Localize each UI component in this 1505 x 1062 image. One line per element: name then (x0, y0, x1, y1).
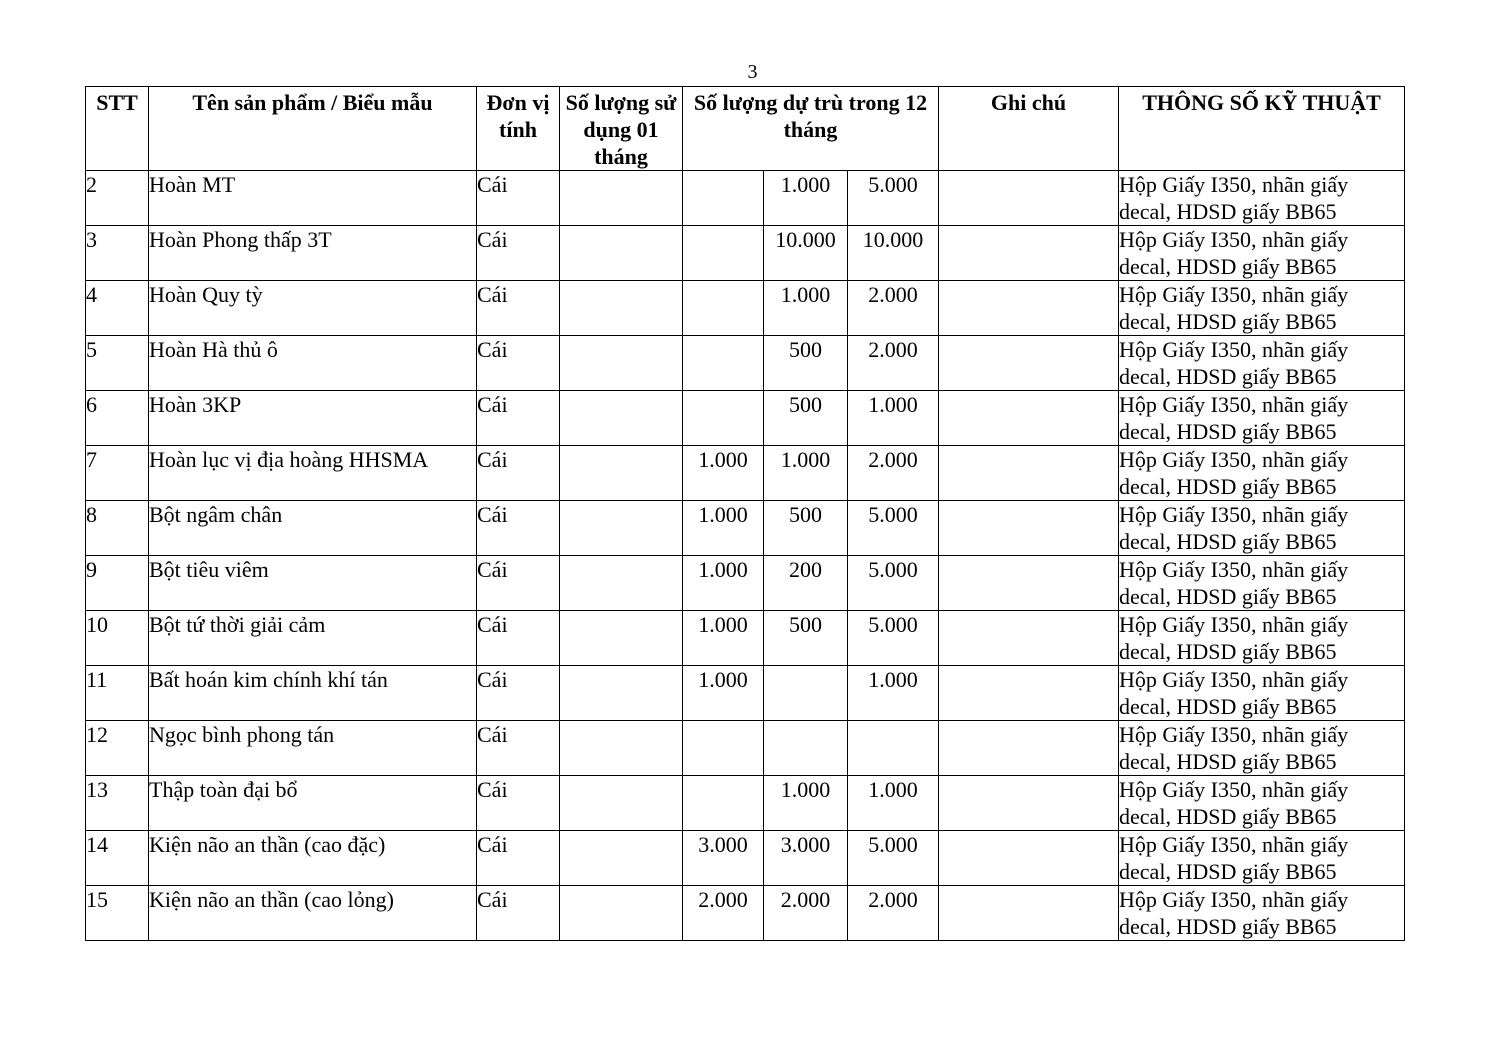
cell-forecast-3: 5.000 (848, 501, 939, 556)
cell-technical-spec: Hộp Giấy I350, nhãn giấy decal, HDSD giấy BB65 (1119, 831, 1405, 886)
header-note: Ghi chú (939, 87, 1119, 171)
cell-forecast-2: 500 (764, 611, 848, 666)
cell-note (939, 831, 1119, 886)
cell-technical-spec: Hộp Giấy I350, nhãn giấy decal, HDSD giấy BB65 (1119, 776, 1405, 831)
cell-monthly-usage (560, 281, 683, 336)
cell-forecast-3: 5.000 (848, 171, 939, 226)
cell-technical-spec: Hộp Giấy I350, nhãn giấy decal, HDSD giấy BB65 (1119, 226, 1405, 281)
cell-forecast-1 (683, 226, 764, 281)
cell-monthly-usage (560, 776, 683, 831)
cell-monthly-usage (560, 886, 683, 941)
cell-forecast-1: 1.000 (683, 611, 764, 666)
cell-stt: 14 (86, 831, 149, 886)
cell-product-name: Bột tiêu viêm (149, 556, 477, 611)
cell-product-name: Hoàn Quy tỳ (149, 281, 477, 336)
cell-unit: Cái (477, 611, 560, 666)
header-product-name: Tên sản phẩm / Biểu mẫu (149, 87, 477, 171)
cell-technical-spec: Hộp Giấy I350, nhãn giấy decal, HDSD giấy BB65 (1119, 666, 1405, 721)
cell-note (939, 281, 1119, 336)
cell-technical-spec: Hộp Giấy I350, nhãn giấy decal, HDSD giấy BB65 (1119, 611, 1405, 666)
table-row (86, 281, 1405, 336)
cell-note (939, 776, 1119, 831)
cell-product-name: Hoàn lục vị địa hoàng HHSMA (149, 446, 477, 501)
cell-stt: 5 (86, 336, 149, 391)
table-row (86, 831, 1405, 886)
cell-note (939, 446, 1119, 501)
table-row (86, 446, 1405, 501)
header-stt: STT (86, 87, 149, 171)
cell-forecast-1 (683, 776, 764, 831)
table-row (86, 776, 1405, 831)
cell-stt: 4 (86, 281, 149, 336)
cell-product-name: Bất hoán kim chính khí tán (149, 666, 477, 721)
header-technical-spec: THÔNG SỐ KỸ THUẬT (1119, 87, 1405, 171)
cell-monthly-usage (560, 391, 683, 446)
cell-product-name: Hoàn Phong thấp 3T (149, 226, 477, 281)
cell-forecast-1 (683, 391, 764, 446)
cell-unit: Cái (477, 281, 560, 336)
table-row (86, 171, 1405, 226)
cell-product-name: Thập toàn đại bổ (149, 776, 477, 831)
cell-forecast-2: 10.000 (764, 226, 848, 281)
cell-forecast-3 (848, 721, 939, 776)
cell-stt: 8 (86, 501, 149, 556)
cell-unit: Cái (477, 226, 560, 281)
cell-product-name: Kiện não an thần (cao lỏng) (149, 886, 477, 941)
header-unit: Đơn vị tính (477, 87, 560, 171)
cell-unit: Cái (477, 446, 560, 501)
cell-product-name: Bột tứ thời giải cảm (149, 611, 477, 666)
cell-unit: Cái (477, 721, 560, 776)
cell-monthly-usage (560, 611, 683, 666)
cell-forecast-2: 1.000 (764, 776, 848, 831)
cell-product-name: Kiện não an thần (cao đặc) (149, 831, 477, 886)
table-row (86, 611, 1405, 666)
cell-forecast-2: 200 (764, 556, 848, 611)
cell-forecast-1: 3.000 (683, 831, 764, 886)
cell-product-name: Hoàn 3KP (149, 391, 477, 446)
table-row (86, 391, 1405, 446)
header-monthly-usage: Số lượng sử dụng 01 tháng (560, 87, 683, 171)
cell-forecast-3: 2.000 (848, 446, 939, 501)
cell-forecast-2: 2.000 (764, 886, 848, 941)
cell-forecast-3: 2.000 (848, 281, 939, 336)
cell-forecast-2: 1.000 (764, 171, 848, 226)
cell-technical-spec: Hộp Giấy I350, nhãn giấy decal, HDSD giấy BB65 (1119, 886, 1405, 941)
cell-unit: Cái (477, 391, 560, 446)
table-row (86, 721, 1405, 776)
cell-monthly-usage (560, 446, 683, 501)
header-12-month-forecast: Số lượng dự trù trong 12 tháng (683, 87, 939, 171)
cell-product-name: Bột ngâm chân (149, 501, 477, 556)
cell-product-name: Hoàn MT (149, 171, 477, 226)
cell-forecast-2: 1.000 (764, 281, 848, 336)
page-number: 3 (747, 61, 758, 83)
cell-forecast-3: 1.000 (848, 666, 939, 721)
cell-forecast-3: 5.000 (848, 556, 939, 611)
product-table (85, 86, 1405, 941)
cell-product-name: Hoàn Hà thủ ô (149, 336, 477, 391)
cell-forecast-1 (683, 721, 764, 776)
cell-forecast-3: 5.000 (848, 831, 939, 886)
cell-monthly-usage (560, 666, 683, 721)
cell-unit: Cái (477, 831, 560, 886)
table-row (86, 886, 1405, 941)
table-row (86, 501, 1405, 556)
cell-forecast-2: 500 (764, 501, 848, 556)
cell-forecast-2 (764, 721, 848, 776)
table-row (86, 226, 1405, 281)
cell-forecast-2: 3.000 (764, 831, 848, 886)
cell-stt: 15 (86, 886, 149, 941)
cell-forecast-2: 500 (764, 391, 848, 446)
cell-note (939, 171, 1119, 226)
cell-monthly-usage (560, 721, 683, 776)
cell-unit: Cái (477, 501, 560, 556)
cell-stt: 10 (86, 611, 149, 666)
cell-technical-spec: Hộp Giấy I350, nhãn giấy decal, HDSD giấy BB65 (1119, 446, 1405, 501)
cell-forecast-3: 1.000 (848, 391, 939, 446)
cell-technical-spec: Hộp Giấy I350, nhãn giấy decal, HDSD giấy BB65 (1119, 336, 1405, 391)
cell-forecast-1 (683, 171, 764, 226)
cell-technical-spec: Hộp Giấy I350, nhãn giấy decal, HDSD giấy BB65 (1119, 556, 1405, 611)
cell-technical-spec: Hộp Giấy I350, nhãn giấy decal, HDSD giấy BB65 (1119, 501, 1405, 556)
cell-forecast-1: 2.000 (683, 886, 764, 941)
cell-forecast-1 (683, 336, 764, 391)
cell-unit: Cái (477, 666, 560, 721)
cell-monthly-usage (560, 226, 683, 281)
cell-note (939, 666, 1119, 721)
cell-monthly-usage (560, 171, 683, 226)
cell-stt: 2 (86, 171, 149, 226)
cell-forecast-2: 1.000 (764, 446, 848, 501)
table-header-row (86, 87, 1405, 171)
cell-monthly-usage (560, 336, 683, 391)
cell-stt: 11 (86, 666, 149, 721)
cell-forecast-1: 1.000 (683, 501, 764, 556)
cell-note (939, 721, 1119, 776)
cell-stt: 3 (86, 226, 149, 281)
table-row (86, 556, 1405, 611)
cell-forecast-3: 2.000 (848, 886, 939, 941)
cell-technical-spec: Hộp Giấy I350, nhãn giấy decal, HDSD giấy BB65 (1119, 171, 1405, 226)
cell-unit: Cái (477, 336, 560, 391)
table-body (86, 171, 1405, 941)
cell-forecast-2 (764, 666, 848, 721)
cell-technical-spec: Hộp Giấy I350, nhãn giấy decal, HDSD giấy BB65 (1119, 391, 1405, 446)
cell-forecast-3: 5.000 (848, 611, 939, 666)
cell-unit: Cái (477, 886, 560, 941)
cell-stt: 12 (86, 721, 149, 776)
cell-monthly-usage (560, 501, 683, 556)
cell-note (939, 611, 1119, 666)
cell-forecast-3: 10.000 (848, 226, 939, 281)
cell-forecast-1 (683, 281, 764, 336)
cell-unit: Cái (477, 776, 560, 831)
cell-forecast-3: 2.000 (848, 336, 939, 391)
cell-unit: Cái (477, 171, 560, 226)
cell-note (939, 886, 1119, 941)
cell-forecast-3: 1.000 (848, 776, 939, 831)
cell-stt: 6 (86, 391, 149, 446)
cell-monthly-usage (560, 831, 683, 886)
cell-note (939, 556, 1119, 611)
cell-stt: 13 (86, 776, 149, 831)
cell-note (939, 226, 1119, 281)
cell-monthly-usage (560, 556, 683, 611)
cell-forecast-1: 1.000 (683, 666, 764, 721)
table-row (86, 336, 1405, 391)
cell-stt: 9 (86, 556, 149, 611)
cell-technical-spec: Hộp Giấy I350, nhãn giấy decal, HDSD giấy BB65 (1119, 721, 1405, 776)
cell-technical-spec: Hộp Giấy I350, nhãn giấy decal, HDSD giấy BB65 (1119, 281, 1405, 336)
cell-stt: 7 (86, 446, 149, 501)
cell-forecast-2: 500 (764, 336, 848, 391)
cell-note (939, 336, 1119, 391)
cell-unit: Cái (477, 556, 560, 611)
cell-note (939, 501, 1119, 556)
cell-forecast-1: 1.000 (683, 446, 764, 501)
cell-product-name: Ngọc bình phong tán (149, 721, 477, 776)
cell-note (939, 391, 1119, 446)
table-row (86, 666, 1405, 721)
cell-forecast-1: 1.000 (683, 556, 764, 611)
